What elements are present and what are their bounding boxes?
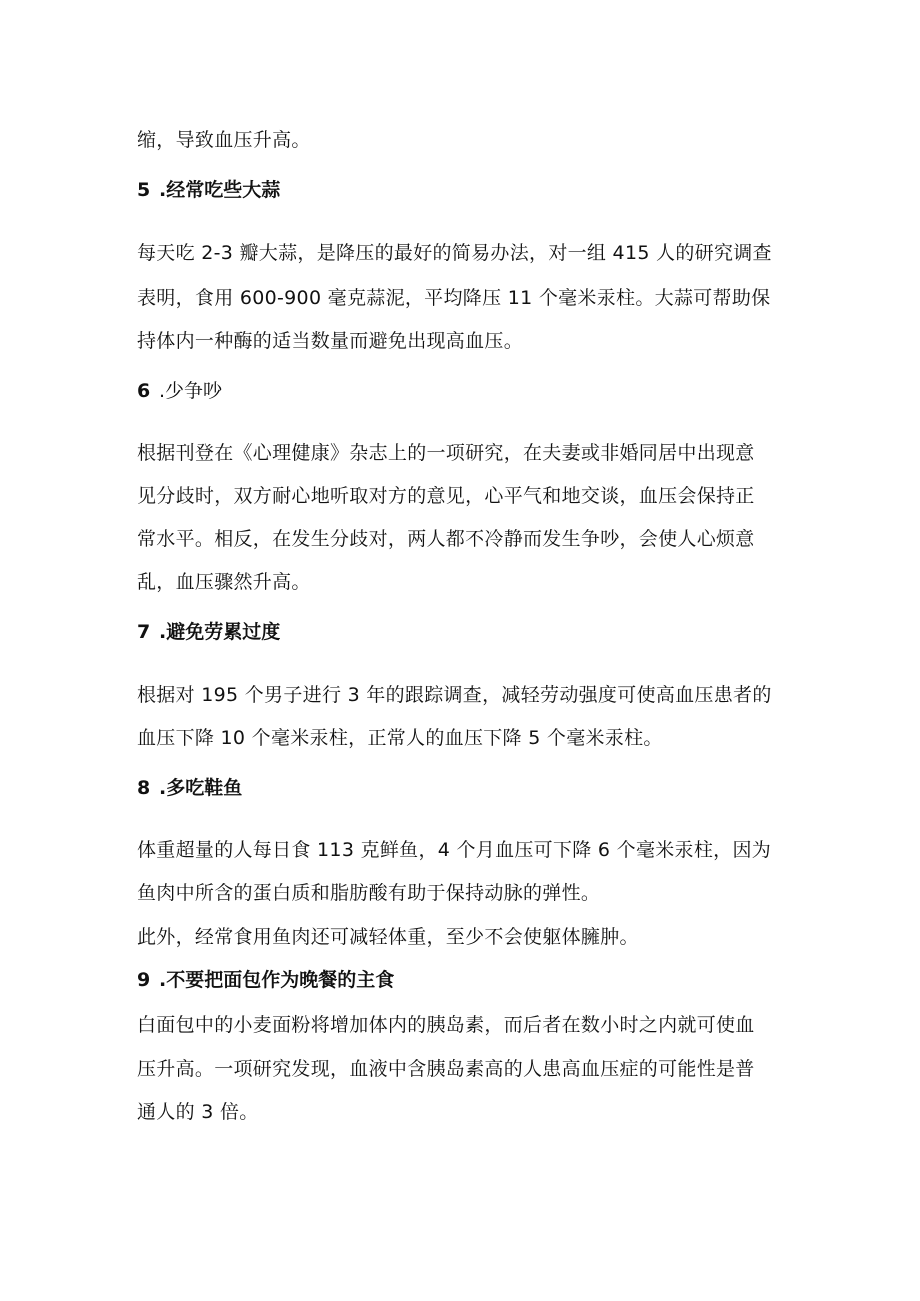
paragraph-line: 体重超量的人每日食 113 克鲜鱼，4 个月血压可下降 6 个毫米汞柱，因为: [137, 839, 772, 861]
section-title: .避免劳累过度: [159, 621, 281, 643]
section-number: 6: [137, 380, 151, 402]
paragraph-line: 压升高。一项研究发现，血液中含胰岛素高的人患高血压症的可能性是普: [137, 1058, 755, 1080]
section-heading-8: [137, 776, 242, 800]
paragraph-line: 缩，导致血压升高。: [137, 129, 311, 151]
paragraph-line: 常水平。相反，在发生分歧对，两人都不冷静而发生争吵，会使人心烦意: [137, 528, 755, 550]
section-title: .多吃鞋鱼: [159, 777, 243, 799]
section-heading-5: [137, 178, 280, 202]
section-number: 8: [137, 777, 151, 799]
paragraph-line: 此外，经常食用鱼肉还可减轻体重，至少不会使躯体臃肿。: [137, 926, 639, 948]
section-title: .不要把面包作为晚餐的主食: [159, 969, 395, 991]
section-number: 7: [137, 621, 151, 643]
section-number: 9: [137, 969, 151, 991]
paragraph-line: 见分歧时，双方耐心地听取对方的意见，心平气和地交谈，血压会保持正: [137, 485, 755, 507]
paragraph-line: 根据对 195 个男子进行 3 年的跟踪调查，减轻劳动强度可使高血压患者的: [137, 684, 772, 706]
section-number: 5: [137, 179, 151, 201]
paragraph-line: 血压下降 10 个毫米汞柱，正常人的血压下降 5 个毫米汞柱。: [137, 727, 663, 749]
paragraph-line: 根据刊登在《心理健康》杂志上的一项研究，在夫妻或非婚同居中出现意: [137, 442, 755, 464]
section-heading-7: [137, 620, 280, 644]
section-heading-6: [137, 379, 222, 403]
section-heading-9: [137, 968, 394, 992]
paragraph-line: 乱，血压骤然升高。: [137, 571, 311, 593]
paragraph-line: 通人的 3 倍。: [137, 1101, 259, 1123]
paragraph-line: 表明，食用 600-900 毫克蒜泥，平均降压 11 个毫米汞柱。大蒜可帮助保: [137, 287, 771, 309]
paragraph-line: 持体内一种酶的适当数量而避免出现高血压。: [137, 330, 524, 352]
section-title: .少争吵: [159, 380, 223, 402]
paragraph-line: 每天吃 2-3 瓣大蒜，是降压的最好的简易办法，对一组 415 人的研究调查: [137, 242, 772, 264]
paragraph-line: 鱼肉中所含的蛋白质和脂肪酸有助于保持动脉的弹性。: [137, 882, 601, 904]
paragraph-line: 白面包中的小麦面粉将增加体内的胰岛素，而后者在数小时之内就可使血: [137, 1014, 755, 1036]
section-title: .经常吃些大蒜: [159, 179, 281, 201]
